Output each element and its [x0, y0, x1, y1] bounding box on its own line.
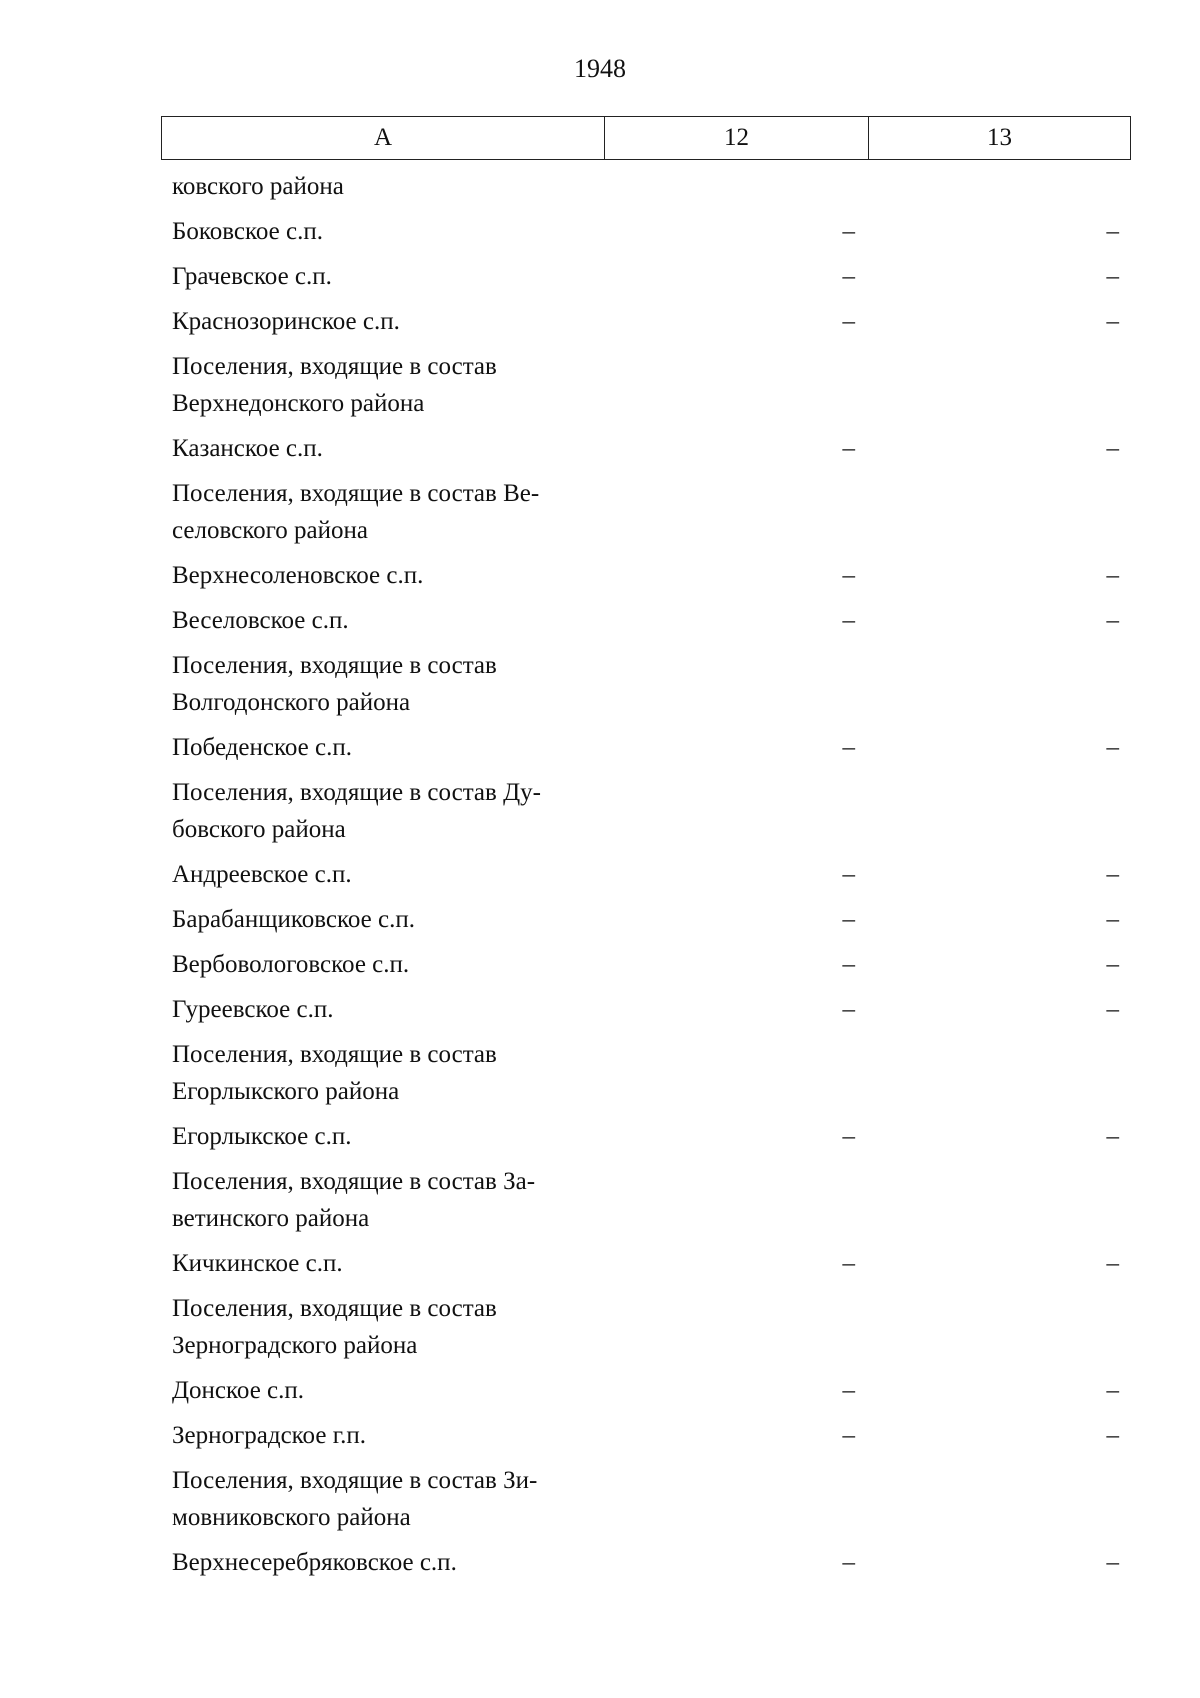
settlement-name: Зерноградское г.п.	[172, 1422, 367, 1449]
value-col-13: –	[1106, 1549, 1119, 1576]
table-row	[161, 897, 1131, 942]
value-col-13: –	[1106, 734, 1119, 761]
value-col-12: –	[842, 996, 855, 1023]
settlement-name: Егорлыкское с.п.	[172, 1123, 352, 1150]
value-col-12: –	[842, 218, 855, 245]
table-row	[161, 1032, 1131, 1114]
settlement-name: Верхнесеребряковское с.п.	[172, 1549, 457, 1576]
value-col-13: –	[1106, 308, 1119, 335]
settlement-name: Кичкинское с.п.	[172, 1250, 343, 1277]
table-row	[161, 209, 1131, 254]
value-col-12: –	[842, 1549, 855, 1576]
table-row	[161, 1368, 1131, 1413]
value-col-12: –	[842, 861, 855, 888]
table-row	[161, 1159, 1131, 1241]
settlement-name: ковского района	[172, 173, 344, 200]
table-row	[161, 1114, 1131, 1159]
table-row	[161, 299, 1131, 344]
value-col-12: –	[842, 734, 855, 761]
table-row	[161, 1241, 1131, 1286]
value-col-12: –	[842, 562, 855, 589]
table-body	[161, 164, 1131, 1585]
table-row	[161, 852, 1131, 897]
settlement-name: Андреевское с.п.	[172, 861, 352, 888]
table-row	[161, 1413, 1131, 1458]
table-row	[161, 1458, 1131, 1540]
value-col-12: –	[842, 607, 855, 634]
value-col-12: –	[842, 906, 855, 933]
settlement-name: Краснозоринское с.п.	[172, 308, 400, 335]
table-row	[161, 164, 1131, 209]
page-number: 1948	[574, 54, 626, 83]
settlement-name: Боковское с.п.	[172, 218, 323, 245]
value-col-13: –	[1106, 218, 1119, 245]
settlement-name: Веселовское с.п.	[172, 607, 349, 634]
settlement-name: Казанское с.п.	[172, 435, 323, 462]
value-col-13: –	[1106, 1377, 1119, 1404]
table-row	[161, 987, 1131, 1032]
settlement-name: Поселения, входящие в состав Зерноградского района	[172, 1295, 497, 1359]
table-row	[161, 770, 1131, 852]
table-row	[161, 254, 1131, 299]
table-row	[161, 598, 1131, 643]
settlement-name: Поселения, входящие в состав Верхнедонского района	[172, 353, 497, 417]
value-col-13: –	[1106, 906, 1119, 933]
settlement-name: Верхнесоленовское с.п.	[172, 562, 424, 589]
settlement-name: Вербовологовское с.п.	[172, 951, 410, 978]
table-row	[161, 643, 1131, 725]
table-header	[161, 116, 1131, 160]
table-row	[161, 471, 1131, 553]
table-row	[161, 1286, 1131, 1368]
value-col-13: –	[1106, 263, 1119, 290]
settlement-name: Победенское с.п.	[172, 734, 353, 761]
settlement-name: Барабанщиковское с.п.	[172, 906, 416, 933]
settlement-name: Поселения, входящие в состав Ве- селовского района	[172, 480, 540, 544]
column-header-13: 13	[868, 117, 1130, 159]
settlement-name: Донское с.п.	[172, 1377, 305, 1404]
value-col-13: –	[1106, 861, 1119, 888]
column-header-12: 12	[604, 117, 868, 159]
value-col-13: –	[1106, 562, 1119, 589]
value-col-13: –	[1106, 607, 1119, 634]
table-row	[161, 942, 1131, 987]
value-col-12: –	[842, 1377, 855, 1404]
value-col-13: –	[1106, 1123, 1119, 1150]
settlement-name: Поселения, входящие в состав Егорлыкского района	[172, 1041, 497, 1105]
value-col-12: –	[842, 1422, 855, 1449]
value-col-13: –	[1106, 435, 1119, 462]
settlement-name: Поселения, входящие в состав Волгодонского района	[172, 652, 497, 716]
table-row	[161, 1540, 1131, 1585]
table-row	[161, 344, 1131, 426]
value-col-12: –	[842, 1250, 855, 1277]
settlement-name: Грачевское с.п.	[172, 263, 332, 290]
column-header-a: А	[373, 124, 393, 151]
value-col-13: –	[1106, 996, 1119, 1023]
table-row	[161, 426, 1131, 471]
settlement-name: Поселения, входящие в состав Ду- бовского района	[172, 779, 541, 843]
settlement-name: Поселения, входящие в состав За- ветинского района	[172, 1168, 536, 1232]
value-col-12: –	[842, 308, 855, 335]
value-col-12: –	[842, 435, 855, 462]
table-row	[161, 725, 1131, 770]
table-row	[161, 553, 1131, 598]
settlement-name: Гуреевское с.п.	[172, 996, 334, 1023]
settlement-name: Поселения, входящие в состав Зи- мовниковского района	[172, 1467, 538, 1531]
value-col-13: –	[1106, 951, 1119, 978]
value-col-12: –	[842, 951, 855, 978]
value-col-12: –	[842, 1123, 855, 1150]
value-col-13: –	[1106, 1422, 1119, 1449]
value-col-12: –	[842, 263, 855, 290]
value-col-13: –	[1106, 1250, 1119, 1277]
